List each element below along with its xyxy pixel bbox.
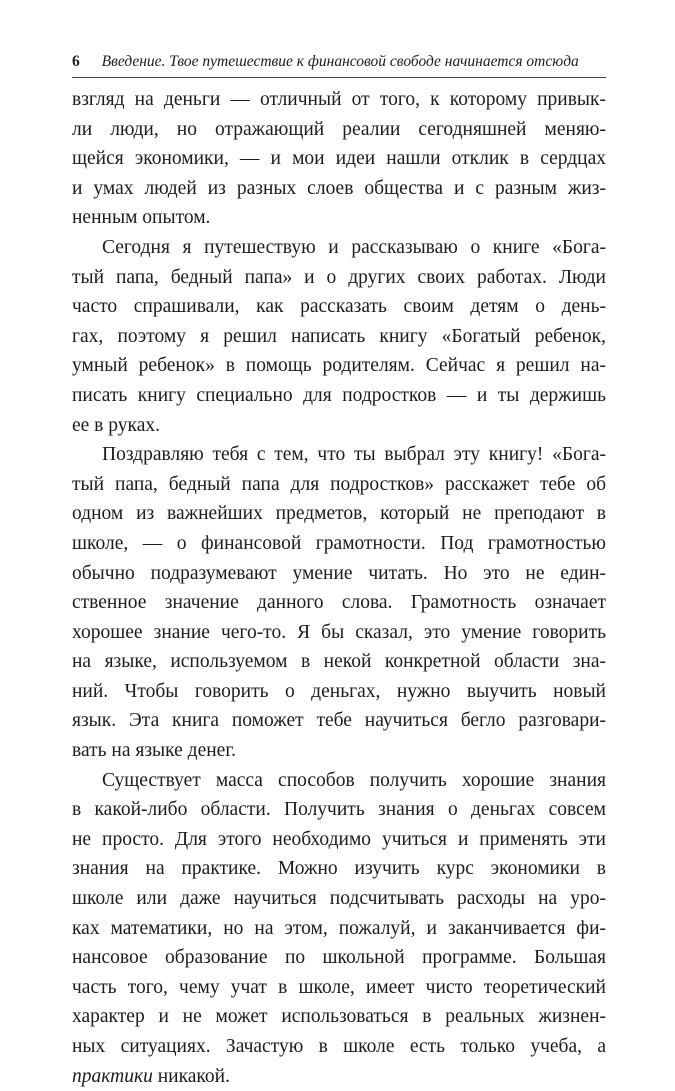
text-line: ненным опытом. <box>72 207 211 229</box>
text-line: взгляд на деньги — отличный от того, к которому привык- <box>72 89 606 110</box>
text-line: гах, поэтому я решил написать книгу «Богатый ребенок, <box>72 325 606 347</box>
text-line: ее в руках. <box>72 414 160 436</box>
text-line-final <box>72 1062 606 1091</box>
text-line: тый папа, бедный папа для подростков» расскажет тебе об <box>72 473 606 495</box>
text-line: Существует масса способов получить хорошие знания <box>102 769 606 791</box>
paragraph-4 <box>72 766 606 1091</box>
text-line: язык. Эта книга поможет тебе научиться бегло разговари- <box>72 710 606 732</box>
text-line: знания на практике. Можно изучить курс экономики в <box>72 858 606 880</box>
emphasis-word: практики <box>72 1065 153 1087</box>
running-head-title: Введение. Твое путешествие к финансовой свободе начинается отсюда <box>101 53 579 70</box>
text-line: и умах людей из разных слоев общества и с разным жиз- <box>72 177 606 199</box>
text-line: часть того, чему учат в школе, имеет чисто теоретический <box>72 976 606 998</box>
text-line: характер и не может использоваться в реальных жизнен- <box>72 1006 606 1028</box>
text-line: тый папа, бедный папа» и о других своих работах. Люди <box>72 266 606 288</box>
text-fragment: никакой. <box>152 1065 230 1087</box>
running-head-rule <box>72 77 606 78</box>
text-line: вать на языке денег. <box>72 740 236 762</box>
text-line: в какой-либо области. Получить знания о деньгах совсем <box>72 799 606 821</box>
text-line: умный ребенок» в помощь родителям. Сейчас я решил на- <box>72 355 606 377</box>
running-head <box>72 51 606 73</box>
text-line: Поздравляю тебя с тем, что ты выбрал эту книгу! «Бога- <box>102 444 606 466</box>
text-line: ственное значение данного слова. Грамотность означает <box>72 592 606 614</box>
text-line: хорошее знание чего-то. Я бы сказал, это умение говорить <box>72 621 606 643</box>
page-number: 6 <box>72 53 80 70</box>
text-line: щейся экономики, — и мои идеи нашли отклик в сердцах <box>72 148 606 170</box>
body-text <box>72 85 606 1091</box>
text-line: на языке, используемом в некой конкретной области зна- <box>72 651 606 673</box>
text-line: не просто. Для этого необходимо учиться и применять эти <box>72 828 606 850</box>
text-line: ках математики, но на этом, пожалуй, и заканчивается фи- <box>72 917 606 939</box>
text-line: Сегодня я путешествую и рассказываю о книге «Бога- <box>102 236 606 258</box>
text-line: школе или даже научиться подсчитывать расходы на уро- <box>72 888 606 910</box>
text-line: ний. Чтобы говорить о деньгах, нужно выучить новый <box>72 680 606 702</box>
text-line: ных ситуациях. Зачастую в школе есть только учеба, а <box>72 1036 606 1057</box>
paragraph-3 <box>72 440 606 766</box>
text-line: обычно подразумевают умение читать. Но это не един- <box>72 562 606 584</box>
text-line: нансовое образование по школьной программе. Большая <box>72 947 606 969</box>
paragraph-2 <box>72 233 606 440</box>
text-line: ли люди, но отражающий реалии сегодняшней меняю- <box>72 118 606 140</box>
text-line: одном из важнейших предметов, который не преподают в <box>72 503 606 525</box>
text-line: школе, — о финансовой грамотности. Под грамотностью <box>72 532 606 554</box>
text-line: писать книгу специально для подростков — и ты держишь <box>72 384 606 406</box>
text-line: часто спрашивали, как рассказать своим детям о день- <box>72 296 606 318</box>
paragraph-1 <box>72 85 606 233</box>
